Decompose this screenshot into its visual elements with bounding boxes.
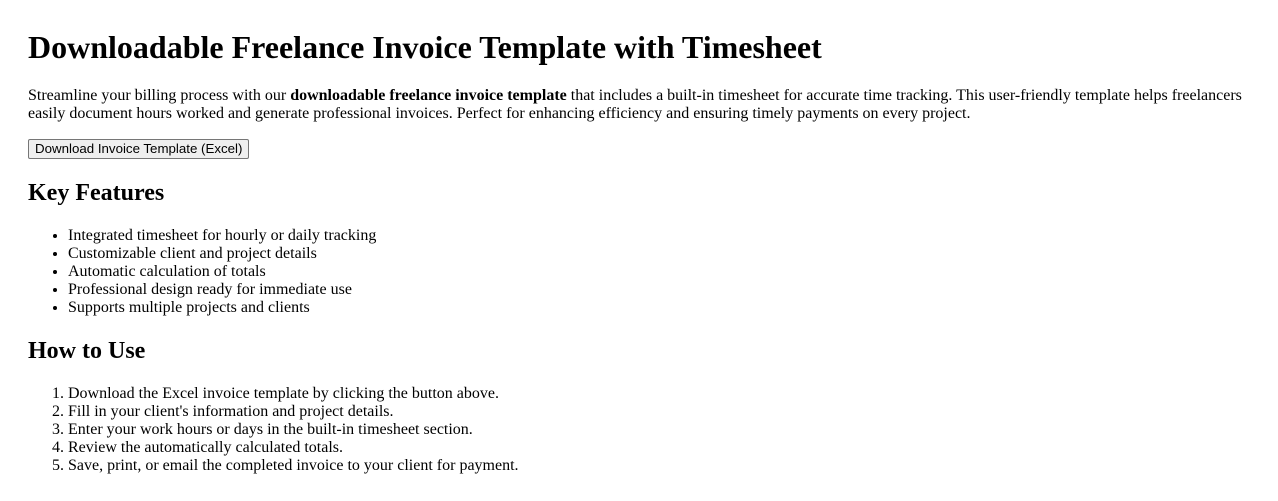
- download-template-button[interactable]: Download Invoice Template (Excel): [28, 139, 249, 159]
- list-item: 4. Review the automatically calculated totals.: [68, 439, 1250, 457]
- features-list: [28, 227, 1250, 317]
- list-item: 3. Enter your work hours or days in the built-in timesheet section.: [68, 421, 1250, 439]
- list-item: 1. Download the Excel invoice template by clicking the button above.: [68, 385, 1250, 403]
- list-item: • Integrated timesheet for hourly or daily tracking: [68, 227, 1250, 245]
- intro-text-end: that includes a built-in timesheet for accurate time tracking. This user-friendly template helps freelancers easily document hours worked and generate professional invoices. Perfect for enhancing efficiency and ensuring timely payments on every project.: [28, 87, 1242, 122]
- how-to-heading: How to Use: [28, 338, 146, 364]
- page-title: Downloadable Freelance Invoice Template with Timesheet: [28, 29, 822, 65]
- features-heading: Key Features: [28, 180, 165, 206]
- list-item: • Customizable client and project details: [68, 245, 1250, 263]
- intro-text: Streamline your billing process with our: [28, 87, 291, 104]
- intro-emphasis: downloadable freelance invoice template: [290, 87, 567, 104]
- list-item: • Supports multiple projects and clients: [68, 299, 1250, 317]
- list-item: 2. Fill in your client's information and project details.: [68, 403, 1250, 421]
- list-item: • Automatic calculation of totals: [68, 263, 1250, 281]
- list-item: 5. Save, print, or email the completed invoice to your client for payment.: [68, 457, 1250, 475]
- list-item: • Professional design ready for immediate use: [68, 281, 1250, 299]
- how-to-list: [28, 385, 1250, 475]
- intro-paragraph: [28, 87, 1250, 123]
